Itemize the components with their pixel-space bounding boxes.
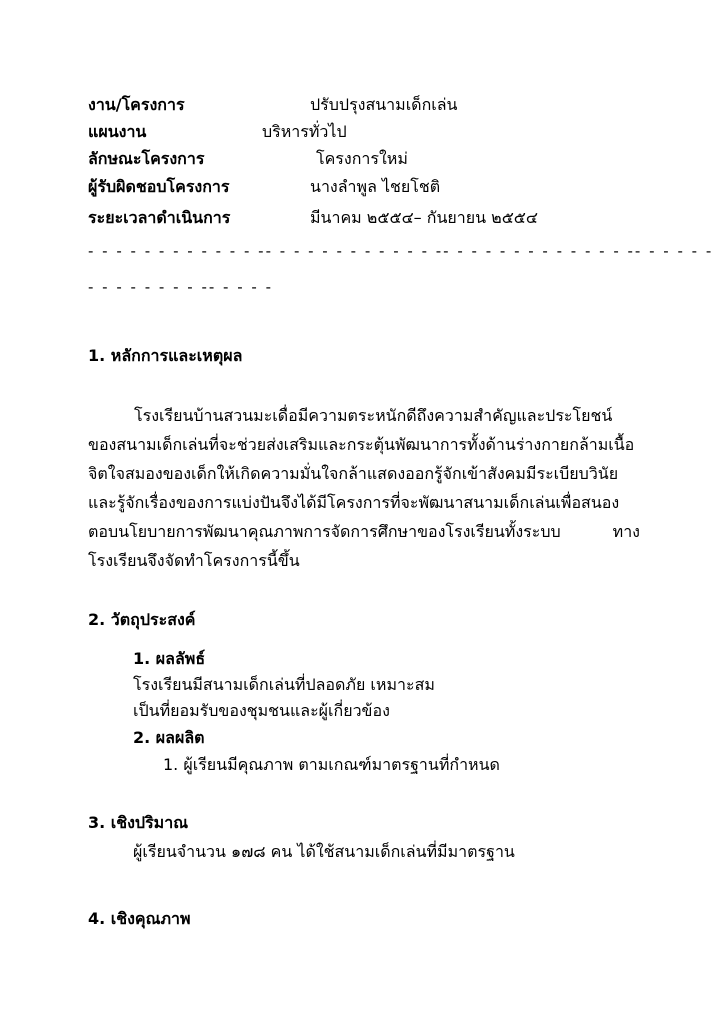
section-2-sub2-item: 1. ผู้เรียนมีคุณภาพ ตามเกณฑ์มาตรฐานที่กำหนด bbox=[163, 755, 500, 774]
separator-line-2: - - - - - - - - -- - - - - bbox=[88, 278, 273, 296]
section-4-heading: 4. เชิงคุณภาพ bbox=[88, 909, 191, 928]
section-2-heading: 2. วัตถุประสงค์ bbox=[88, 610, 196, 629]
section-3-body: ผู้เรียนจำนวน ๑๗๘ คน ได้ใช้สนามเด็กเล่นที่มีมาตรฐาน bbox=[133, 842, 515, 861]
row-value-type: โครงการใหม่ bbox=[316, 149, 408, 168]
row-label-type: ลักษณะโครงการ bbox=[88, 149, 205, 168]
row-label-duration: ระยะเวลาดำเนินการ bbox=[88, 208, 231, 227]
row-label-project: งาน/โครงการ bbox=[88, 95, 185, 114]
section-1-paragraph: โรงเรียนบ้านสวนมะเดื่อมีความตระหนักดีถึงความสำคัญและประโยชน์ของสนามเด็กเล่นที่จะช่วยส่งเสริมและกระตุ้นพัฒนาการทั้งด้านร่างกายกล้ามเนื้อ จิตใจสมองของเด็กให้เกิดความมั่นใจกล้าแสดงออกรู้จักเข้าสังคมมีระเบียบวินัยและรู้จักเรื่องของการแบ่งปันจึงได้มีโครงการที่จะพัฒนาสนามเด็กเล่นเพื่อสนองตอบนโยบายการพัฒนาคุณภาพการจัดการศึกษาของโรงเรียนทั้งระบบ ทางโรงเรียนจึงจัดทำโครงการนี้ขึ้น bbox=[88, 406, 640, 570]
section-2-sub1-heading: 1. ผลลัพธ์ bbox=[133, 649, 206, 668]
row-value-project: ปรับปรุงสนามเด็กเล่น bbox=[310, 95, 458, 114]
section-2-sub1-line2: เป็นที่ยอมรับของชุมชนและผู้เกี่ยวข้อง bbox=[133, 701, 390, 720]
row-label-owner: ผู้รับผิดชอบโครงการ bbox=[88, 177, 230, 196]
separator-line-1: - - - - - - - - - - - - -- - - - - - - - - - - - -- - - - - - - - - - - - - -- - - - - - bbox=[88, 242, 714, 260]
row-value-owner: นางลำพูล ไชยโชติ bbox=[310, 177, 441, 196]
section-2-sub1-line1: โรงเรียนมีสนามเด็กเล่นที่ปลอดภัย เหมาะสม bbox=[133, 675, 435, 694]
section-1-heading: 1. หลักการและเหตุผล bbox=[88, 346, 243, 365]
row-value-duration: มีนาคม ๒๕๕๔– กันยายน ๒๕๕๔ bbox=[310, 208, 539, 227]
row-value-plan: บริหารทั่วไป bbox=[262, 122, 347, 141]
section-3-heading: 3. เชิงปริมาณ bbox=[88, 813, 189, 832]
section-2-sub2-heading: 2. ผลผลิต bbox=[133, 728, 205, 747]
row-label-plan: แผนงาน bbox=[88, 122, 147, 141]
